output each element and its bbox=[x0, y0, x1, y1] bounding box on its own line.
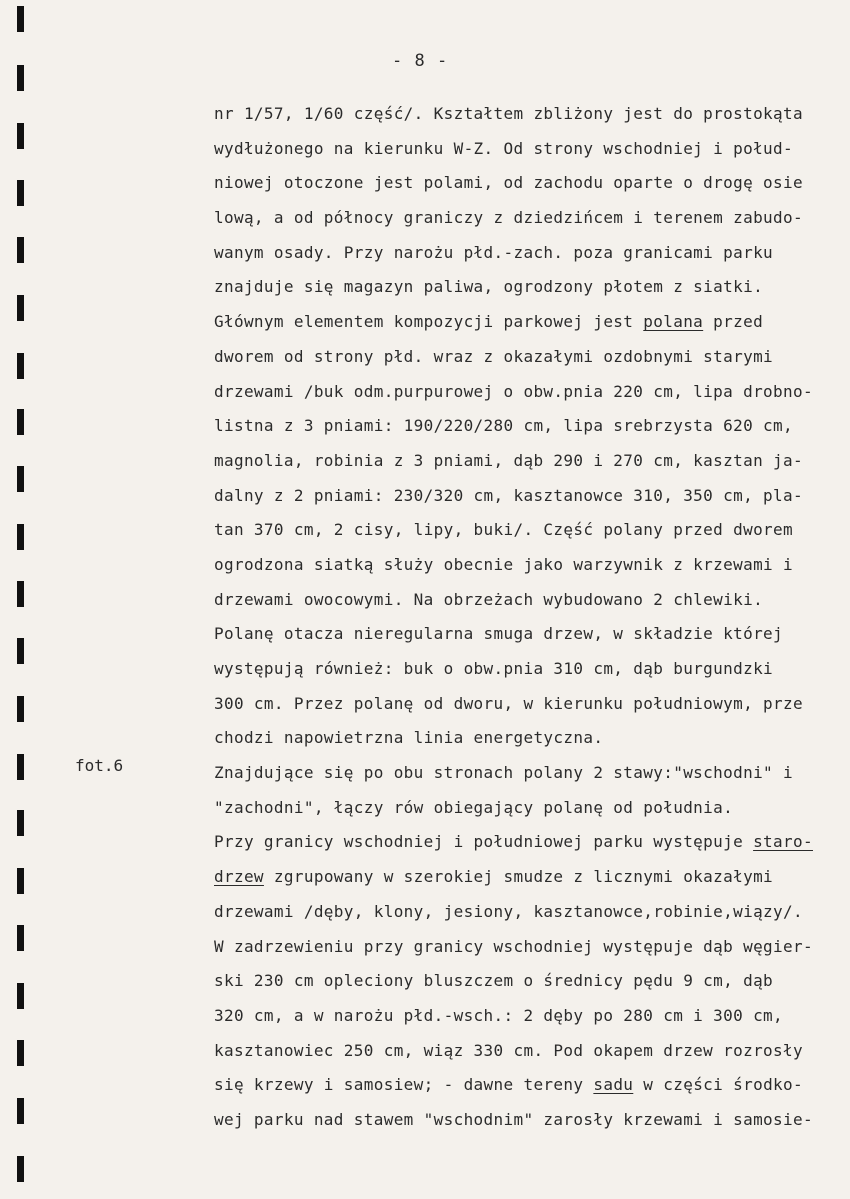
punch-hole bbox=[17, 868, 24, 894]
text-segment: lową, a od północy graniczy z dziedzińcem i terenem zabudo- bbox=[214, 208, 803, 228]
text-segment: zgrupowany w szerokiej smudze z licznymi okazałymi bbox=[263, 867, 774, 887]
text-line bbox=[214, 999, 848, 1034]
text-segment: Polanę otacza nieregularna smuga drzew, w składzie której bbox=[214, 624, 784, 644]
text-line bbox=[214, 687, 848, 722]
text-segment: ogrodzona siatką służy obecnie jako warzywnik z krzewami i bbox=[214, 554, 794, 574]
punch-hole bbox=[17, 6, 24, 32]
text-segment: wanym osady. Przy narożu płd.-zach. poza granicami parku bbox=[214, 242, 774, 262]
text-line bbox=[214, 479, 848, 514]
punch-hole bbox=[17, 524, 24, 550]
text-line bbox=[214, 825, 848, 860]
punch-hole bbox=[17, 1098, 24, 1124]
text-segment: ski 230 cm opleciony bluszczem o średnicy pędu 9 cm, dąb bbox=[214, 971, 774, 991]
text-segment: chodzi napowietrzna linia energetyczna. bbox=[214, 728, 604, 748]
text-line bbox=[214, 617, 848, 652]
page-number: - 8 - bbox=[392, 51, 449, 71]
text-segment: listna z 3 pniami: 190/220/280 cm, lipa srebrzysta 620 cm, bbox=[214, 416, 794, 436]
text-segment: w części środko- bbox=[633, 1075, 804, 1095]
text-line bbox=[214, 895, 848, 930]
text-segment: występują również: buk o obw.pnia 310 cm, dąb burgundzki bbox=[214, 659, 774, 678]
punch-hole bbox=[17, 581, 24, 607]
text-line bbox=[214, 652, 848, 687]
text-segment: 300 cm. Przez polanę od dworu, w kierunku południowym, prze bbox=[214, 693, 803, 713]
text-segment: dalny z 2 pniami: 230/320 cm, kasztanowce 310, 350 cm, pla- bbox=[214, 485, 803, 505]
text-segment: drzewami /buk odm.purpurowej o obw.pnia 220 cm, lipa drobno- bbox=[214, 381, 813, 401]
text-segment: dworem od strony płd. wraz z okazałymi ozdobnymi starymi bbox=[214, 346, 774, 366]
punch-hole bbox=[17, 696, 24, 722]
underlined-term: sadu bbox=[593, 1075, 634, 1095]
text-line bbox=[214, 375, 848, 410]
text-line bbox=[214, 305, 848, 340]
text-line bbox=[214, 930, 848, 965]
text-line bbox=[214, 201, 848, 236]
text-line bbox=[214, 444, 848, 479]
punch-hole bbox=[17, 353, 24, 379]
text-segment: drzewami /dęby, klony, jesiony, kasztanowce,robinie,wiązy/. bbox=[214, 901, 803, 921]
punch-hole bbox=[17, 123, 24, 149]
text-line bbox=[214, 756, 848, 791]
text-segment: drzewami owocowymi. Na obrzeżach wybudowano 2 chlewiki. bbox=[214, 589, 764, 609]
text-line bbox=[214, 548, 848, 583]
text-segment: kasztanowiec 250 cm, wiąz 330 cm. Pod okapem drzew rozrosły bbox=[214, 1040, 803, 1060]
punch-hole bbox=[17, 295, 24, 321]
punch-hole bbox=[17, 1156, 24, 1182]
punch-hole bbox=[17, 237, 24, 263]
text-segment: 320 cm, a w narożu płd.-wsch.: 2 dęby po 280 cm i 300 cm, bbox=[214, 1005, 784, 1025]
text-segment: magnolia, robinia z 3 pniami, dąb 290 i 270 cm, kasztan ja- bbox=[214, 450, 803, 470]
punch-hole bbox=[17, 1040, 24, 1066]
typed-text-body bbox=[214, 97, 848, 1138]
text-line bbox=[214, 236, 848, 271]
punch-hole bbox=[17, 466, 24, 492]
text-segment: przed bbox=[703, 312, 764, 332]
punch-hole bbox=[17, 983, 24, 1009]
text-segment: Głównym elementem kompozycji parkowej jest bbox=[214, 312, 644, 332]
text-line bbox=[214, 340, 848, 375]
text-line bbox=[214, 513, 848, 548]
text-line bbox=[214, 1068, 848, 1103]
text-segment: znajduje się magazyn paliwa, ogrodzony płotem z siatki. bbox=[214, 277, 764, 297]
text-line bbox=[214, 97, 848, 132]
text-segment: "zachodni", łączy rów obiegający polanę od południa. bbox=[214, 797, 734, 817]
text-line bbox=[214, 270, 848, 305]
text-segment: nr 1/57, 1/60 część/. Kształtem zbliżony jest do prostokąta bbox=[214, 104, 803, 123]
text-segment: Przy granicy wschodniej i południowej parku występuje bbox=[214, 832, 754, 852]
text-line bbox=[214, 1034, 848, 1069]
underlined-term: drzew bbox=[214, 867, 264, 887]
text-line bbox=[214, 1103, 848, 1138]
text-line bbox=[214, 964, 848, 999]
punch-hole bbox=[17, 810, 24, 836]
text-segment: W zadrzewieniu przy granicy wschodniej występuje dąb węgier- bbox=[214, 936, 813, 956]
text-segment: niowej otoczone jest polami, od zachodu oparte o drogę osie bbox=[214, 173, 803, 193]
text-line bbox=[214, 583, 848, 618]
text-segment: tan 370 cm, 2 cisy, lipy, buki/. Część polany przed dworem bbox=[214, 520, 794, 540]
punch-hole bbox=[17, 65, 24, 91]
punch-hole bbox=[17, 409, 24, 435]
text-segment: się krzewy i samosiew; - dawne tereny bbox=[214, 1075, 594, 1095]
punch-hole bbox=[17, 754, 24, 780]
text-segment: wydłużonego na kierunku W-Z. Od strony wschodniej i połud- bbox=[214, 138, 794, 158]
text-segment: wej parku nad stawem "wschodnim" zarosły krzewami i samosie- bbox=[214, 1109, 813, 1129]
punch-hole bbox=[17, 180, 24, 206]
text-segment: Znajdujące się po obu stronach polany 2 stawy:"wschodni" i bbox=[214, 763, 794, 783]
underlined-term: polana bbox=[643, 312, 704, 332]
text-line bbox=[214, 791, 848, 826]
text-line bbox=[214, 409, 848, 444]
photo-reference-note: fot.6 bbox=[75, 756, 124, 775]
text-line bbox=[214, 132, 848, 167]
text-line bbox=[214, 721, 848, 756]
punch-hole bbox=[17, 925, 24, 951]
underlined-term: staro- bbox=[753, 832, 813, 852]
text-line bbox=[214, 166, 848, 201]
punch-hole bbox=[17, 638, 24, 664]
text-line bbox=[214, 860, 848, 895]
punch-hole-strip bbox=[0, 0, 40, 1199]
